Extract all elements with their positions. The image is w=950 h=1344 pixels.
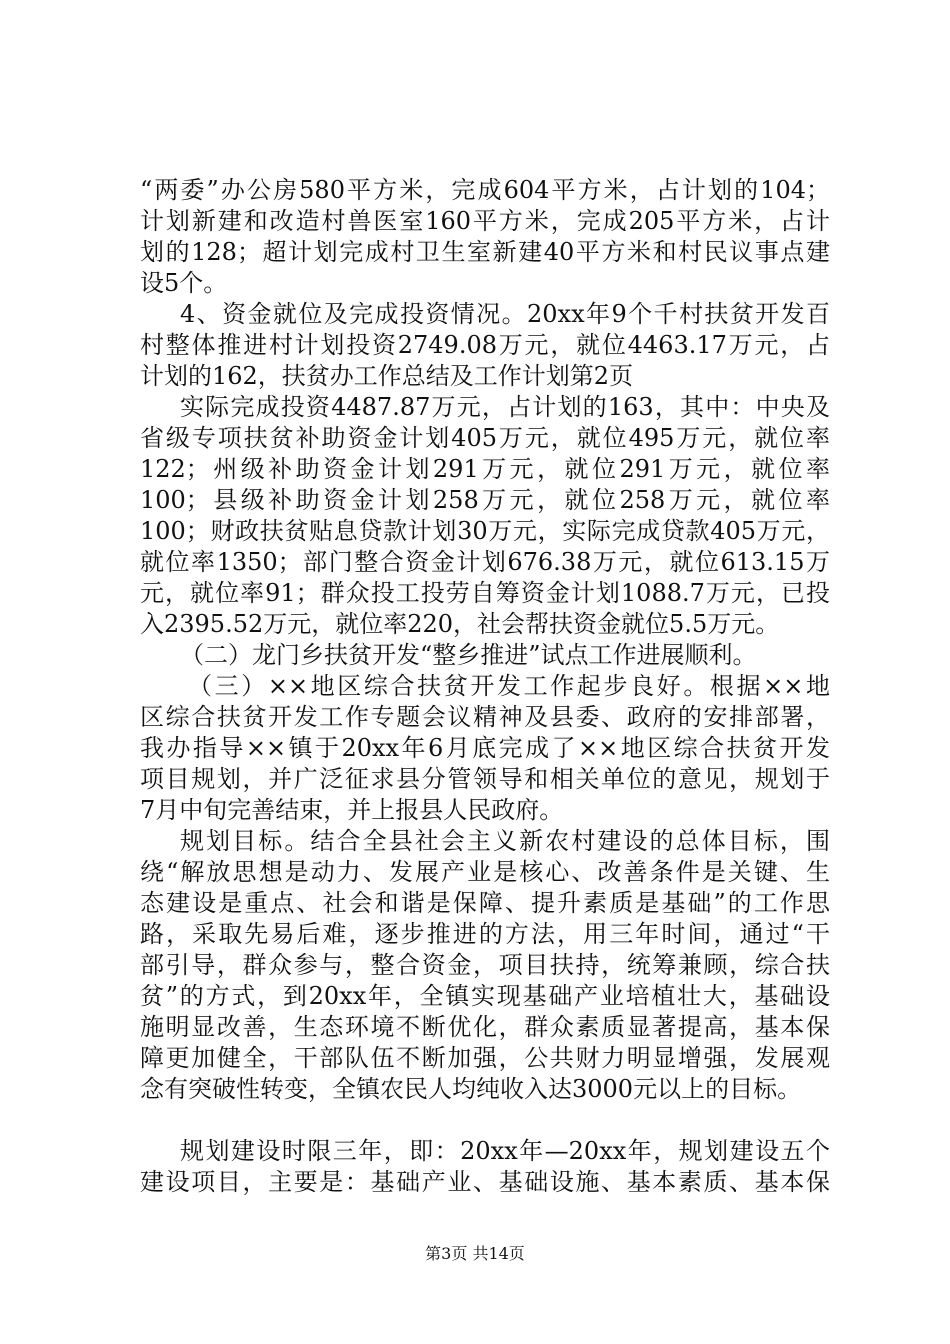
text-line: 贫”的方式，到20xx年，全镇实现基础产业培植壮大，基础设 bbox=[140, 982, 830, 1010]
text-line: 100；财政扶贫贴息贷款计划30万元，实际完成贷款405万元， bbox=[140, 517, 830, 545]
text-line: 路，采取先易后难，逐步推进的方法，用三年时间，通过“干 bbox=[140, 920, 830, 948]
text-line: 省级专项扶贫补助资金计划405万元，就位495万元，就位率 bbox=[140, 424, 830, 452]
text-line: 绕“解放思想是动力、发展产业是核心、改善条件是关键、生 bbox=[140, 858, 830, 886]
text-line: 设5个。 bbox=[140, 269, 228, 297]
text-line: （三）××地区综合扶贫开发工作起步良好。根据××地 bbox=[188, 672, 830, 700]
page-footer: 第3页 共14页 bbox=[425, 1244, 525, 1263]
text-line: 区综合扶贫开发工作专题会议精神及县委、政府的安排部署， bbox=[140, 703, 830, 731]
text-line: 入2395.52万元，就位率220，社会帮扶资金就位5.5万元。 bbox=[140, 610, 780, 638]
text-line: 7月中旬完善结束，并上报县人民政府。 bbox=[140, 796, 564, 824]
text-line: 就位率1350；部门整合资金计划676.38万元，就位613.15万 bbox=[140, 548, 830, 576]
text-line: 态建设是重点、社会和谐是保障、提升素质是基础”的工作思 bbox=[140, 889, 830, 917]
text-line: 部引导，群众参与，整合资金，项目扶持，统筹兼顾，综合扶 bbox=[140, 951, 830, 979]
text-line: 100；县级补助资金计划258万元，就位258万元，就位率 bbox=[140, 486, 830, 514]
text-line: 4、资金就位及完成投资情况。20xx年9个千村扶贫开发百 bbox=[180, 300, 830, 328]
text-line: 村整体推进村计划投资2749.08万元，就位4463.17万元，占 bbox=[140, 331, 830, 359]
text-line: 计划新建和改造村兽医室160平方米，完成205平方米，占计 bbox=[140, 207, 830, 235]
text-line: 实际完成投资4487.87万元，占计划的163，其中：中央及 bbox=[180, 393, 830, 421]
text-line: 计划的162，扶贫办工作总结及工作计划第2页 bbox=[140, 362, 634, 390]
text-line: 规划建设时限三年，即：20xx年—20xx年，规划建设五个 bbox=[180, 1137, 830, 1165]
text-line: 我办指导××镇于20xx年6月底完成了××地区综合扶贫开发 bbox=[140, 734, 830, 762]
text-line: 施明显改善，生态环境不断优化，群众素质显著提高，基本保 bbox=[140, 1013, 830, 1041]
text-line: 元，就位率91；群众投工投劳自筹资金计划1088.7万元，已投 bbox=[140, 579, 830, 607]
document-body bbox=[140, 175, 830, 1198]
text-line: “两委”办公房580平方米，完成604平方米，占计划的104； bbox=[140, 176, 830, 204]
text-line: 建设项目，主要是：基础产业、基础设施、基本素质、基本保 bbox=[140, 1168, 830, 1196]
text-line: 念有突破性转变，全镇农民人均纯收入达3000元以上的目标。 bbox=[140, 1075, 802, 1103]
text-line: 划的128；超计划完成村卫生室新建40平方米和村民议事点建 bbox=[140, 238, 830, 266]
text-line: 122；州级补助资金计划291万元，就位291万元，就位率 bbox=[140, 455, 830, 483]
text-line: （二）龙门乡扶贫开发“整乡推进”试点工作进展顺利。 bbox=[180, 641, 757, 669]
text-line: 规划目标。结合全县社会主义新农村建设的总体目标，围 bbox=[180, 827, 830, 855]
text-line: 障更加健全，干部队伍不断加强，公共财力明显增强，发展观 bbox=[140, 1044, 830, 1072]
text-line: 项目规划，并广泛征求县分管领导和相关单位的意见，规划于 bbox=[140, 765, 830, 793]
